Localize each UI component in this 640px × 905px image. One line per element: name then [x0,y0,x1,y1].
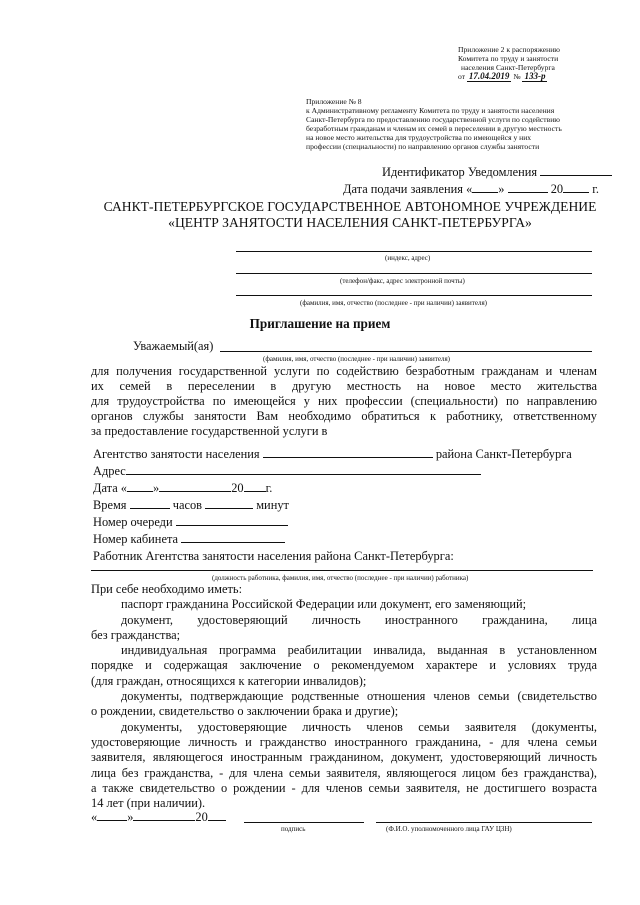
queue-field[interactable] [176,514,288,526]
greeting-name-line[interactable] [220,351,592,352]
doc-family-line2: удостоверяющие личность и гражданство иностранного гражданина, - для члена семьи [91,734,597,749]
index-address-line[interactable] [236,251,592,252]
agency-field[interactable] [263,446,433,458]
date-month-field[interactable] [159,480,231,492]
time-hours-field[interactable] [130,497,170,509]
applicant-fio-caption: (фамилия, имя, отчество (последнее - при наличии) заявителя) [300,299,488,307]
time-label: Время [93,498,127,512]
appendix8-line5: на новое место жительства для трудоустройства по имеющейся у них [306,133,532,142]
queue-label: Номер очереди [93,515,173,529]
application-date-row [343,181,599,197]
footer-date-row [91,809,226,825]
invitation-paragraph [91,364,597,439]
date-year-field[interactable] [244,480,266,492]
worker-caption: (должность работника, фамилия, имя, отчество (последнее - при наличии) работника) [212,574,469,582]
date-mid: » [153,481,160,495]
appointment-form [93,446,572,565]
footer-month-field[interactable] [133,809,195,821]
appendix8-line4: безработным гражданам и членам их семей в переселении в другую местность [306,124,562,133]
phone-email-caption: (телефон/факс, адрес электронной почты) [340,277,465,285]
appendix-top-line4 [458,72,608,81]
doc-passport: паспорт гражданина Российской Федерации или документ, его заменяющий; [121,597,527,612]
footer-year: 20 [195,810,208,824]
applicant-fio-line[interactable] [236,295,592,296]
address-row [93,463,572,480]
greeting-caption: (фамилия, имя, отчество (последнее - при наличии) заявителя) [263,355,451,363]
appendix8-block [306,97,606,151]
appendix-top-line2: Комитета по труду и занятости [458,54,559,63]
appendix-top-line1: Приложение 2 к распоряжению [458,45,560,54]
address-label: Адрес [93,464,126,478]
application-date-close: » [498,182,505,196]
phone-email-line[interactable] [236,273,592,274]
doc-family-line1: документы, удостоверяющие личность членов семьи заявителя (документы, [121,719,597,734]
doc-family-line5: а также свидетельство о рождении - для членов семьи заявителя, не достигшего возраста [91,780,597,795]
application-year-suffix: г. [592,182,599,196]
invitation-p1-line2: их семей в переселении в другую местность на новое место жительства [91,379,597,393]
doc-foreign-id-line1: документ, удостоверяющий личность иностранного гражданина, лица [121,612,597,627]
invitation-p1-line3: для трудоустройства по имеющейся у них профессии (специальности) по направлению [91,394,597,408]
invitation-p1-line4: органов службы занятости Вам необходимо обратиться к работнику, ответственному [91,409,597,423]
index-address-caption: (индекс, адрес) [385,254,431,262]
org-line1: САНКТ-ПЕТЕРБУРГСКОЕ ГОСУДАРСТВЕННОЕ АВТОНОМНОЕ УЧРЕЖДЕНИЕ [103,199,597,214]
identifier-label: Идентификатор Уведомления [382,165,538,179]
doc-family-line4: лица без гражданства, - для члена семьи заявителя, являющегося лицом без гражданства), [91,765,597,780]
identifier-row [382,164,612,180]
appendix8-line3: Санкт-Петербурга по предоставлению государственной услуги по содействию [306,115,560,124]
invitation-p1-line1: для получения государственной услуги по содействию безработным гражданам и членам [91,364,597,378]
time-minutes-label: минут [256,498,289,512]
application-date-label: Дата подачи заявления [343,182,463,196]
doc-foreign-id-line2: без гражданства; [91,627,181,642]
application-day-field[interactable] [472,181,498,193]
agency-label: Агентство занятости населения [93,447,260,461]
authorized-fio-caption: (Ф.И.О. уполномоченного лица ГАУ ЦЗН) [386,825,512,833]
worker-row: Работник Агентства занятости населения района Санкт-Петербурга: [93,549,454,563]
room-field[interactable] [181,531,285,543]
time-hours-label: часов [172,498,202,512]
greeting-label: Уважаемый(ая) [133,339,214,353]
invitation-p1-line5: за предоставление государственной услуги в [91,424,328,438]
invitation-title: Приглашение на прием [249,316,391,331]
appendix-top-from: от [458,72,466,81]
application-year-field[interactable] [563,181,589,193]
footer-date-open: « [91,810,98,824]
documents-section [91,582,597,811]
identifier-field[interactable] [540,164,612,176]
doc-rehab-line2: порядке и содержащая заключение о рекомендуемом характере и условиях труда [91,658,597,673]
footer-day-field[interactable] [97,809,127,821]
address-field[interactable] [126,463,481,475]
worker-line[interactable] [91,570,593,571]
footer-year-field[interactable] [208,809,226,821]
application-year-prefix: 20 [550,182,564,196]
queue-row [93,514,572,531]
date-label: Дата « [93,481,127,495]
doc-rehab-line3: (для граждан, относящихся к категории инвалидов); [91,673,367,688]
footer-date-close: » [127,810,134,824]
date-row [93,480,572,497]
doc-family-line3: заявителя, являющегося иностранным гражданином, документ, удостоверяющий личность [91,750,597,765]
time-minutes-field[interactable] [205,497,253,509]
doc-rehab-line1: индивидуальная программа реабилитации инвалида, выданная в установленном [121,643,597,658]
application-date-open: « [466,182,473,196]
doc-family-line6: 14 лет (при наличии). [91,796,206,811]
appendix-top-block [458,45,608,81]
signature-caption: подпись [281,825,306,833]
agency-row [93,446,572,463]
documents-intro: При себе необходимо иметь: [91,582,243,596]
appendix-top-date: 17.04.2019 [468,71,510,81]
org-header [90,199,610,231]
appendix8-line6: профессии (специальности) по направлению органов службы занятости [306,142,540,151]
date-g: г. [265,481,273,495]
appendix-top-no-label: № [513,72,521,81]
room-row [93,531,572,548]
application-month-field[interactable] [508,181,548,193]
appendix-top-line3: населения Санкт-Петербурга [461,63,555,72]
date-day-field[interactable] [127,480,153,492]
appendix8-line1: Приложение № 8 [306,97,362,106]
org-line2: «ЦЕНТР ЗАНЯТОСТИ НАСЕЛЕНИЯ САНКТ-ПЕТЕРБУРГА» [168,215,532,230]
date-year: 20 [231,481,244,495]
time-row [93,497,572,514]
signature-line[interactable] [244,822,364,823]
doc-relations-line2: о рождении, свидетельство о заключении брака и другие); [91,704,399,719]
appendix-top-number: 133-р [524,71,546,81]
agency-suffix: района Санкт-Петербурга [435,447,572,461]
doc-relations-line1: документы, подтверждающие родственные отношения членов семьи (свидетельство [121,689,597,704]
appendix8-line2: к Административному регламенту Комитета по труду и занятости населения [306,106,555,115]
authorized-fio-line[interactable] [376,822,592,823]
room-label: Номер кабинета [93,532,179,546]
